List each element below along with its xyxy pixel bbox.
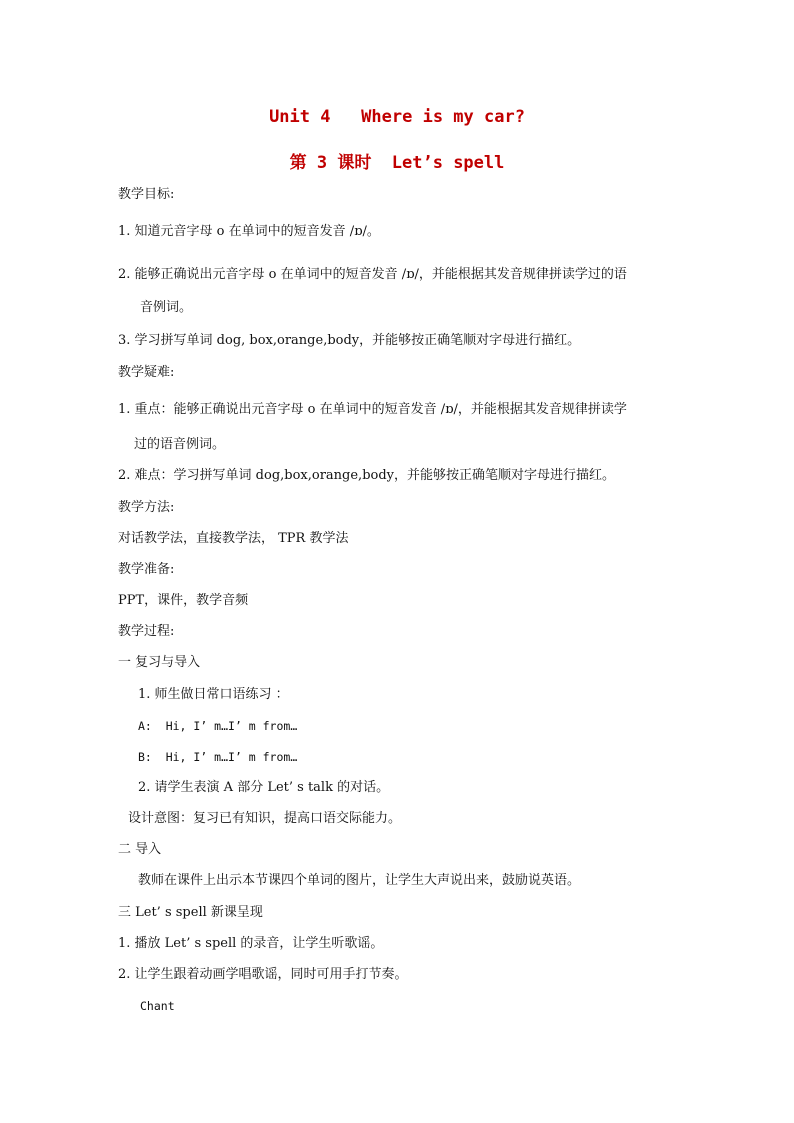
step-3-1: 1. 播放 Let’ s spell 的录音，让学生听歌谣。 <box>118 936 384 951</box>
design-intent: 设计意图：复习已有知识，提高口语交际能力。 <box>128 811 402 826</box>
prep-text: PPT，课件，教学音频 <box>118 593 249 608</box>
key-point-line-2: 过的语音例词。 <box>134 437 226 452</box>
dialog-line-b: B: Hi, I’ m…I’ m from… <box>138 750 298 764</box>
step-3-2: 2. 让学生跟着动画学唱歌谣，同时可用手打节奏。 <box>118 967 408 982</box>
objective-2-line-1: 2. 能够正确说出元音字母 o 在单词中的短音发音 /ɒ/，并能根据其发音规律拼读学过的语 <box>118 267 627 282</box>
section-1-heading: 一 复习与导入 <box>118 655 201 670</box>
lesson-title: 第 3 课时 Let’s spell <box>289 153 505 173</box>
unit-title: Unit 4 Where is my car? <box>269 107 525 127</box>
method-heading: 教学方法: <box>118 500 175 515</box>
step-1-1: 1. 师生做日常口语练习 ： <box>138 687 289 702</box>
prep-heading: 教学准备: <box>118 562 175 577</box>
objective-3: 3. 学习拼写单词 dog, box,orange,body，并能够按正确笔顺对字母进行描红。 <box>118 333 581 348</box>
difficulty-heading: 教学疑难: <box>118 365 175 380</box>
key-point-line-1: 1. 重点：能够正确说出元音字母 o 在单词中的短音发音 /ɒ/，并能根据其发音规律拼读学 <box>118 402 627 417</box>
chant-label: Chant <box>140 999 175 1013</box>
objective-2-line-2: 音例词。 <box>140 300 193 315</box>
step-1-2: 2. 请学生表演 A 部分 Let’ s talk 的对话。 <box>138 780 390 795</box>
method-text: 对话教学法，直接教学法， TPR 教学法 <box>118 531 349 546</box>
process-heading: 教学过程: <box>118 624 175 639</box>
dialog-line-a: A: Hi, I’ m…I’ m from… <box>138 719 298 733</box>
objectives-heading: 教学目标: <box>118 187 175 202</box>
objective-1: 1. 知道元音字母 o 在单词中的短音发音 /ɒ/。 <box>118 224 380 239</box>
section-3-heading: 三 Let’ s spell 新课呈现 <box>118 905 263 920</box>
section-2-heading: 二 导入 <box>118 842 162 857</box>
difficult-point: 2. 难点：学习拼写单词 dog,box,orange,body，并能够按正确笔顺对字母进行描红。 <box>118 468 616 483</box>
section-2-text: 教师在课件上出示本节课四个单词的图片，让学生大声说出来，鼓励说英语。 <box>138 873 581 888</box>
